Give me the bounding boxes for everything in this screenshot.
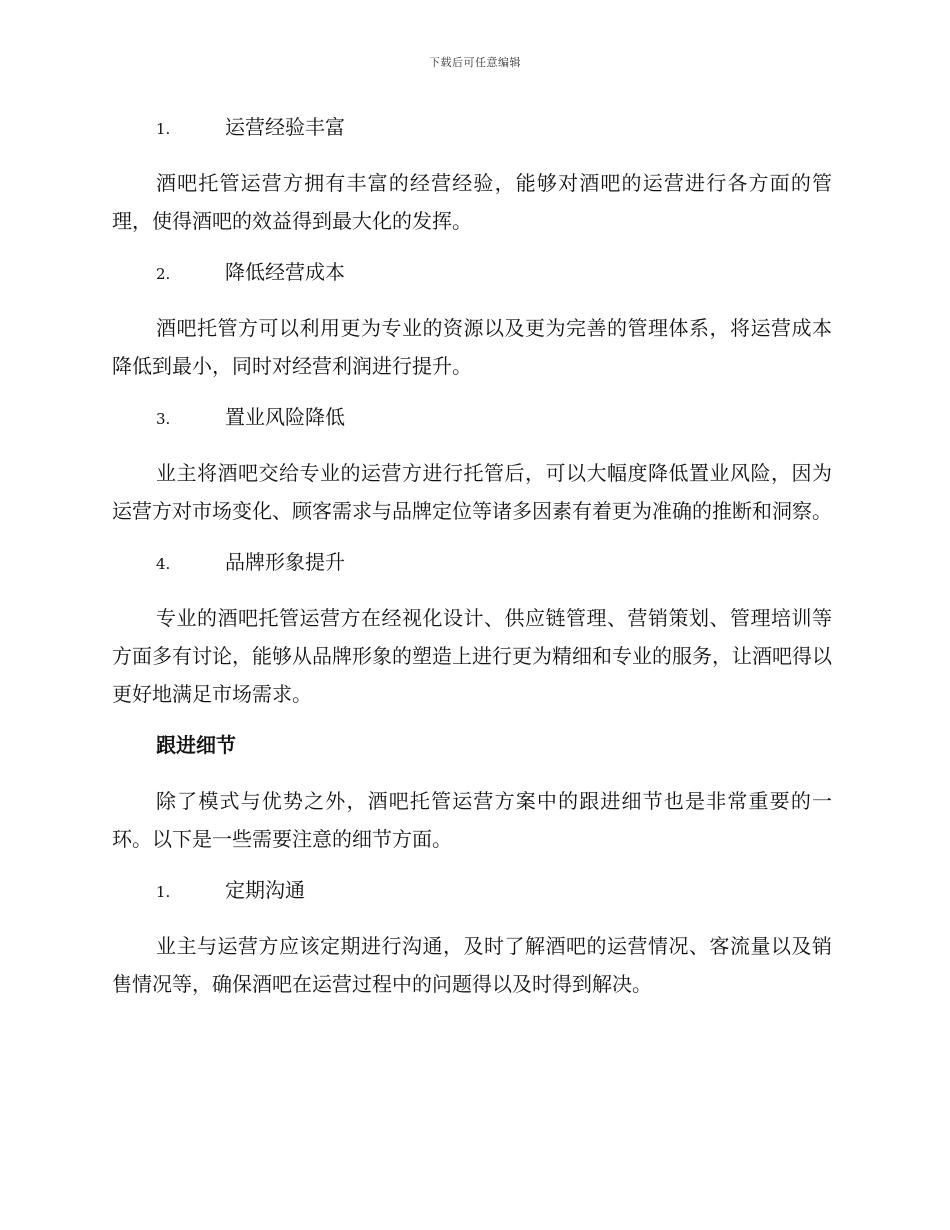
paragraph-1: 酒吧托管运营方拥有丰富的经营经验，能够对酒吧的运营进行各方面的管理，使得酒吧的效益得到最大化的发挥。 [112,171,832,233]
document-body [112,112,832,1020]
paragraph-5: 业主与运营方应该定期进行沟通，及时了解酒吧的运营情况、客流量以及销售情况等，确保酒吧在运营过程中的问题得以及时得到解决。 [112,934,832,996]
heading-number: 3. [156,410,171,428]
heading-title: 运营经验丰富 [225,115,345,139]
paragraph-2: 酒吧托管方可以利用更为专业的资源以及更为完善的管理体系，将运营成本降低到最小，同时对经营利润进行提升。 [112,316,832,378]
heading-title: 品牌形象提升 [225,550,345,574]
section-heading: 跟进细节 [156,733,236,757]
heading-title: 降低经营成本 [225,260,345,284]
numbered-heading-5 [112,875,832,905]
heading-number: 1. [156,883,171,901]
page-header-note: 下载后可任意编辑 [429,56,521,69]
heading-title: 定期沟通 [225,878,305,902]
heading-number: 4. [156,555,171,573]
heading-title: 置业风险降低 [225,405,345,429]
heading-number: 1. [156,120,171,138]
numbered-heading-4 [112,547,832,577]
section-paragraph: 除了模式与优势之外，酒吧托管运营方案中的跟进细节也是非常重要的一环。以下是一些需要注意的细节方面。 [112,789,832,851]
numbered-heading-2 [112,257,832,287]
paragraph-4: 专业的酒吧托管运营方在经视化设计、供应链管理、营销策划、管理培训等方面多有讨论，能够从品牌形象的塑造上进行更为精细和专业的服务，让酒吧得以更好地满足市场需求。 [112,606,832,706]
paragraph-3: 业主将酒吧交给专业的运营方进行托管后，可以大幅度降低置业风险，因为运营方对市场变化、顾客需求与品牌定位等诸多因素有着更为准确的推断和洞察。 [112,461,832,523]
numbered-heading-1 [112,112,832,142]
heading-number: 2. [156,265,171,283]
numbered-heading-3 [112,402,832,432]
